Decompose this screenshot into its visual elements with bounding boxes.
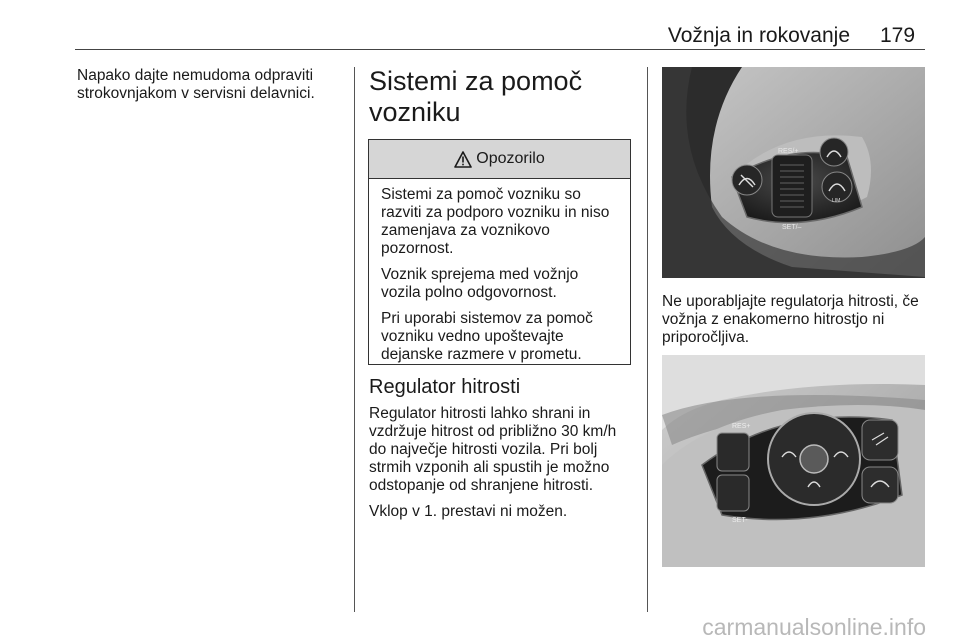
body-paragraph: Ne uporabljajte regulatorja hitrosti, če vožnja z enakomerno hitrostjo ni priporočljiva. [662,293,919,346]
warning-paragraph: Voznik sprejema med vožnjo vozila polno odgovornost. [381,266,579,301]
watermark: carmanualsonline.info [702,614,926,640]
right-column-text [662,293,930,355]
svg-text:LIM: LIM [832,198,841,204]
page-number: 179 [880,24,916,47]
section-heading: Sistemi za pomoč vozniku [369,66,583,127]
running-header-title: Vožnja in rokovanje [667,24,850,47]
set-minus-label: SET- [732,517,748,524]
warning-title: Opozorilo [476,150,545,167]
set-label: SET/– [782,224,802,231]
res-plus-label: RES+ [732,423,751,430]
warning-body [369,179,630,364]
column-divider-left [354,67,355,612]
body-paragraph: Vklop v 1. prestavi ni možen. [369,503,568,520]
header-rule [75,49,925,50]
steering-wheel-controls-photo-1 [662,67,925,278]
left-column-paragraph: Napako dajte nemudoma odpraviti strokovnjakom v servisni delavnici. [77,67,315,102]
steering-wheel-controls-photo-2 [662,355,925,567]
column-divider-right [647,67,648,612]
res-label: RES/+ [778,148,799,155]
warning-paragraph: Pri uporabi sistemov za pomoč vozniku vedno upoštevajte dejanske razmere v prometu. [381,310,593,363]
warning-triangle-icon [454,151,472,168]
body-paragraph: Regulator hitrosti lahko shrani in vzdržuje hitrost od približno 30 km/h do največje hitrosti vozila. Pri bolj strmih vzponih ali spustih je možno odstopanje od shranjene hitrosti. [369,405,617,494]
warning-paragraph: Sistemi za pomoč vozniku so razviti za podporo vozniku in niso zamenjava za voznikovo pozornost. [381,186,610,257]
warning-box [368,139,631,365]
subsection-heading: Regulator hitrosti [369,376,521,398]
subsection-body [369,405,637,529]
warning-header [369,140,630,179]
